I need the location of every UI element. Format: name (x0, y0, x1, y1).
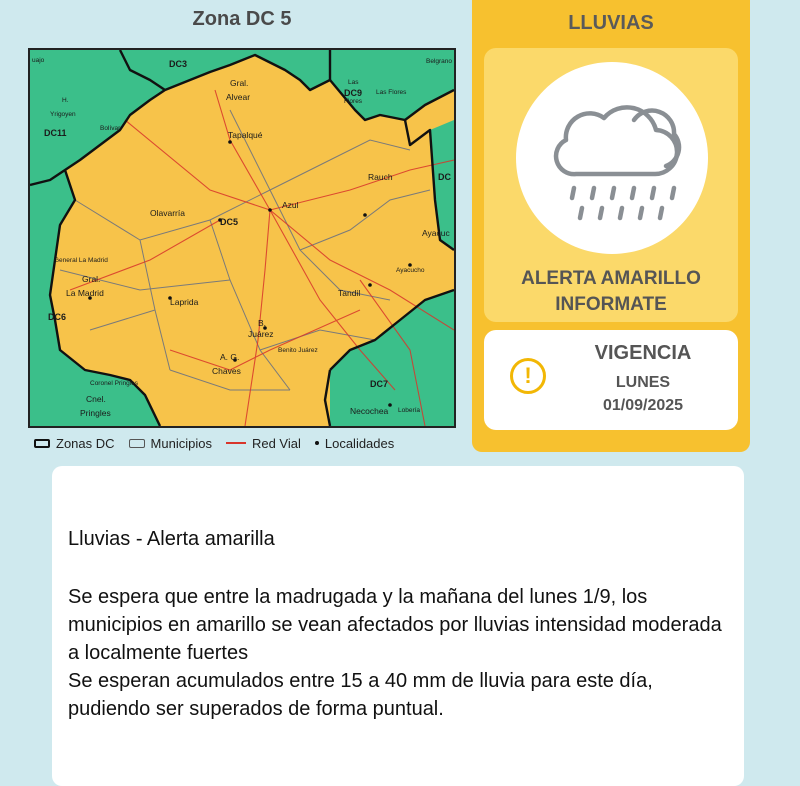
description-paragraph-2: Se esperan acumulados entre 15 a 40 mm de lluvia para este día, pudiendo ser superados de forma puntual. (68, 670, 653, 720)
weather-icon-circle (516, 62, 708, 254)
map-title: Zona DC 5 (192, 8, 292, 30)
alert-level-line1: ALERTA AMARILLO (521, 268, 701, 289)
place-label: Gral. (82, 274, 101, 284)
place-label: uajo (32, 57, 45, 64)
place-label: Benito Juárez (278, 347, 318, 354)
rain-cloud-icon (516, 62, 708, 254)
place-label: La Madrid (66, 288, 104, 298)
place-label: H. (62, 97, 69, 104)
vigencia-title: VIGENCIA (594, 342, 692, 364)
municipio-border-swatch (129, 439, 145, 448)
zone-label-dc9: DC9 (344, 88, 363, 98)
vigencia-date: 01/09/2025 (602, 397, 684, 414)
legend-item-localidades (315, 436, 394, 451)
place-label: Tandil (338, 288, 361, 298)
vigencia-day: LUNES (615, 374, 671, 391)
road-swatch (226, 442, 246, 444)
place-label: Yrigoyen (50, 111, 76, 118)
place-label: A. G. (220, 352, 240, 362)
legend-label-red-vial: Red Vial (251, 435, 301, 451)
place-label: General La Madrid (54, 257, 108, 264)
legend-item-municipios (129, 436, 212, 451)
description-card (52, 466, 744, 786)
description-paragraph-1: Se espera que entre la madrugada y la mañana del lunes 1/9, los municipios en amarillo se vean afectados por lluvias intensidad moderada a localmente fuertes (68, 586, 722, 664)
locality-dot-swatch (315, 441, 319, 445)
zone-label-dc11: DC11 (44, 128, 67, 138)
place-label: Juárez (248, 329, 274, 339)
place-label: Tapalqué (228, 130, 263, 140)
green-area-southeast (330, 290, 454, 426)
place-label: Alvear (226, 92, 251, 102)
legend-label-zonas: Zonas DC (56, 435, 115, 451)
place-label: Gral. (230, 78, 249, 88)
place-label: Ayacucho (396, 267, 425, 274)
zone-label-dc-east: DC (438, 172, 451, 182)
alert-panel (472, 0, 750, 452)
map-svg (30, 50, 454, 426)
place-label: Pringles (80, 408, 111, 418)
zone-label-dc3: DC3 (169, 59, 188, 69)
place-label: Rauch (368, 172, 393, 182)
zone-border-swatch (34, 439, 50, 448)
place-label: Bolívar (100, 125, 121, 132)
zone-label-dc6: DC6 (48, 312, 67, 322)
place-label: Belgrano (426, 58, 453, 65)
alert-level-text (484, 266, 738, 318)
alert-card (484, 48, 738, 322)
place-label: B. (258, 318, 267, 328)
place-label: Chaves (212, 366, 241, 376)
legend-label-localidades: Localidades (324, 435, 395, 451)
description-body (68, 583, 738, 723)
place-label: Necochea (350, 406, 389, 416)
alert-level-line2: INFORMATE (555, 294, 667, 315)
vigencia-card (484, 330, 738, 430)
place-label: Ayacuc (422, 228, 450, 238)
place-label: Cnel. (86, 394, 106, 404)
place-label: Las (348, 79, 359, 86)
alert-map (28, 48, 456, 428)
place-label: Olavarría (150, 208, 185, 218)
legend-label-municipios: Municipios (150, 435, 212, 451)
place-label: Azul (282, 200, 299, 210)
place-label: Laprida (170, 297, 199, 307)
place-label: Las Flores (376, 89, 407, 96)
alert-title: LLUVIAS (568, 12, 654, 34)
place-label: Coronel Pringles (90, 380, 139, 387)
description-heading: Lluvias - Alerta amarilla (68, 528, 275, 550)
zone-label-dc7: DC7 (370, 379, 389, 389)
legend-item-red-vial (226, 436, 301, 451)
place-label: Lobería (398, 407, 421, 414)
exclamation-circle-icon: ! (510, 358, 546, 394)
legend-item-zonas (34, 436, 115, 451)
zone-label-dc5: DC5 (220, 217, 239, 227)
map-legend (34, 434, 464, 452)
place-label: Flores (344, 98, 363, 105)
